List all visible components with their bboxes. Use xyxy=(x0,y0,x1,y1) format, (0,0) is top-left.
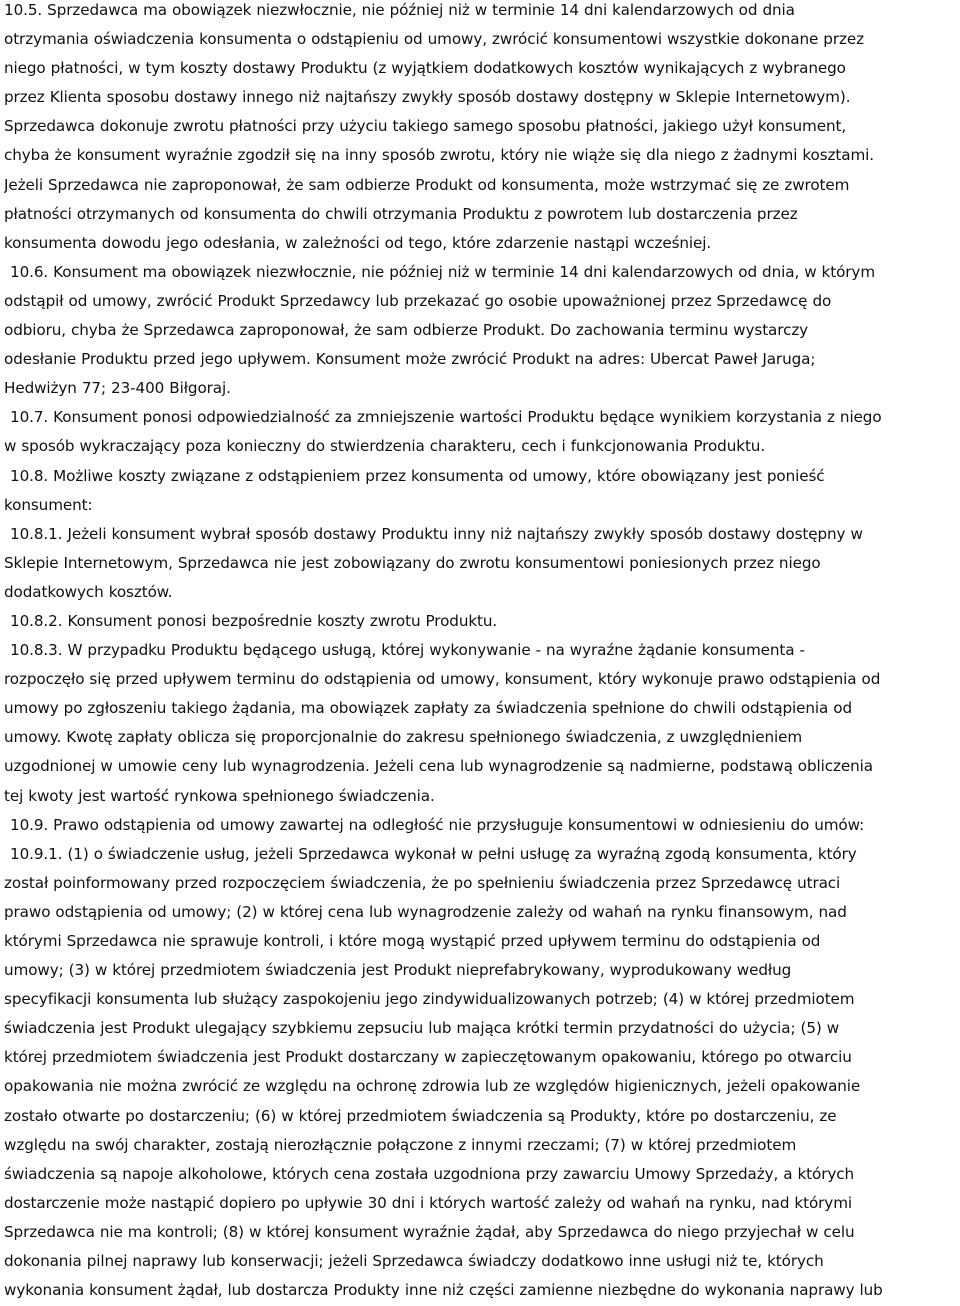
text-line: Jeżeli Sprzedawca nie zaproponował, że sam odbierze Produkt od konsumenta, może wstrzymać się ze zwrotem xyxy=(4,175,850,194)
text-line: dokonania pilnej naprawy lub konserwacji; jeżeli Sprzedawca świadczy dodatkowo inne usługi niż te, których xyxy=(4,1252,824,1271)
text-line: Sprzedawca nie ma kontroli; (8) w której konsument wyraźnie żądał, aby Sprzedawca do niego przyjechał w celu xyxy=(4,1222,855,1241)
text-line: odbioru, chyba że Sprzedawca zaproponował, że sam odbierze Produkt. Do zachowania terminu wystarczy xyxy=(4,321,809,340)
text-line: 10.6. Konsument ma obowiązek niezwłocznie, nie później niż w terminie 14 dni kalendarzowych od dnia, w którym xyxy=(10,262,876,281)
text-line: odstąpił od umowy, zwrócić Produkt Sprzedawcy lub przekazać go osobie upoważnionej przez Sprzedawcę do xyxy=(4,291,832,310)
text-line: Hedwiżyn 77; 23-400 Biłgoraj. xyxy=(4,379,231,398)
text-line: opakowania nie można zwrócić ze względu na ochronę zdrowia lub ze względów higienicznych, jeżeli opakowanie xyxy=(4,1077,861,1096)
text-line: w sposób wykraczający poza konieczny do stwierdzenia charakteru, cech i funkcjonowania Produktu. xyxy=(4,437,766,456)
text-line: umowy. Kwotę zapłaty oblicza się proporcjonalnie do zakresu spełnionego świadczenia, z uwzględnieniem xyxy=(4,728,803,747)
text-line: prawo odstąpienia od umowy; (2) w której cena lub wynagrodzenie zależy od wahań na rynku finansowym, nad xyxy=(4,902,847,921)
text-line: 10.9.1. (1) o świadczenie usług, jeżeli Sprzedawca wykonał w pełni usługę za wyraźną zgodą konsumenta, który xyxy=(10,844,857,863)
text-line: dodatkowych kosztów. xyxy=(4,582,173,601)
text-line: został poinformowany przed rozpoczęciem świadczenia, że po spełnieniu świadczenia przez Sprzedawcę utraci xyxy=(4,873,841,892)
text-line: tej kwoty jest wartość rynkowa spełnionego świadczenia. xyxy=(4,786,435,805)
text-line: umowy po zgłoszeniu takiego żądania, ma obowiązek zapłaty za świadczenia spełnione do chwili odstąpienia od xyxy=(4,699,852,718)
text-line: 10.7. Konsument ponosi odpowiedzialność za zmniejszenie wartości Produktu będące wynikiem korzystania z niego xyxy=(10,408,882,427)
text-line: Sklepie Internetowym, Sprzedawca nie jest zobowiązany do zwrotu konsumentowi poniesionych przez niego xyxy=(4,553,821,572)
document-text-body xyxy=(4,0,954,1305)
text-line: zostało otwarte po dostarczeniu; (6) w której przedmiotem świadczenia są Produkty, które po dostarczeniu, ze xyxy=(4,1106,837,1125)
text-line: której przedmiotem świadczenia jest Produkt dostarczany w zapieczętowanym opakowaniu, którego po otwarciu xyxy=(4,1048,852,1067)
text-line: 10.8.1. Jeżeli konsument wybrał sposób dostawy Produktu inny niż najtańszy zwykły sposób dostawy dostępny w xyxy=(10,524,863,543)
text-line: otrzymania oświadczenia konsumenta o odstąpieniu od umowy, zwrócić konsumentowi wszystkie dokonane przez xyxy=(4,30,864,49)
text-line: płatności otrzymanych od konsumenta do chwili otrzymania Produktu z powrotem lub dostarczenia przez xyxy=(4,204,798,223)
text-line: 10.5. Sprzedawca ma obowiązek niezwłocznie, nie później niż w terminie 14 dni kalendarzowych od dnia xyxy=(4,1,795,19)
text-line: wykonania konsument żądał, lub dostarcza Produkty inne niż części zamienne niezbędne do wykonania naprawy lub xyxy=(4,1281,883,1300)
text-line: względu na swój charakter, zostają nierozłącznie połączone z innymi rzeczami; (7) w której przedmiotem xyxy=(4,1135,797,1154)
text-line: umowy; (3) w której przedmiotem świadczenia jest Produkt nieprefabrykowany, wyprodukowany według xyxy=(4,961,792,980)
text-line: dostarczenie może nastąpić dopiero po upływie 30 dni i których wartość zależy od wahań na rynku, nad którymi xyxy=(4,1193,853,1212)
text-line: 10.8.3. W przypadku Produktu będącego usługą, której wykonywanie - na wyraźne żądanie konsumenta - xyxy=(10,641,805,660)
text-line: specyfikacji konsumenta lub służący zaspokojeniu jego zindywidualizowanych potrzeb; (4) w której przedmiotem xyxy=(4,990,855,1009)
text-line: 10.8.2. Konsument ponosi bezpośrednie koszty zwrotu Produktu. xyxy=(10,611,498,630)
text-line: uzgodnionej w umowie ceny lub wynagrodzenia. Jeżeli cena lub wynagrodzenie są nadmierne, podstawą obliczenia xyxy=(4,757,873,776)
text-line: konsumenta dowodu jego odesłania, w zależności od tego, które zdarzenie nastąpi wcześniej. xyxy=(4,233,712,252)
text-line: świadczenia jest Produkt ulegający szybkiemu zepsuciu lub mająca krótki termin przydatności do użycia; (5) w xyxy=(4,1019,840,1038)
text-line: chyba że konsument wyraźnie zgodził się na inny sposób zwrotu, który nie wiąże się dla niego z żadnymi kosztami. xyxy=(4,146,875,165)
text-line: którymi Sprzedawca nie sprawuje kontroli, i które mogą wystąpić przed upływem terminu do odstąpienia od xyxy=(4,932,821,950)
text-line: 10.8. Możliwe koszty związane z odstąpieniem przez konsumenta od umowy, które obowiązany jest ponieść xyxy=(10,466,825,485)
text-line: Sprzedawca dokonuje zwrotu płatności przy użyciu takiego samego sposobu płatności, jakiego użył konsument, xyxy=(4,117,847,136)
text-line: konsument: xyxy=(4,495,93,514)
text-line: świadczenia są napoje alkoholowe, których cena została uzgodniona przy zawarciu Umowy Sprzedaży, a których xyxy=(4,1164,854,1183)
text-line: niego płatności, w tym koszty dostawy Produktu (z wyjątkiem dodatkowych kosztów wynikających z wybranego xyxy=(4,59,846,78)
text-line: rozpoczęło się przed upływem terminu do odstąpienia od umowy, konsument, który wykonuje prawo odstąpienia od xyxy=(4,670,881,689)
text-line: odesłanie Produktu przed jego upływem. Konsument może zwrócić Produkt na adres: Ubercat Paweł Jaruga; xyxy=(4,350,816,369)
text-line: 10.9. Prawo odstąpienia od umowy zawartej na odległość nie przysługuje konsumentowi w odniesieniu do umów: xyxy=(10,815,865,834)
text-line: przez Klienta sposobu dostawy innego niż najtańszy zwykły sposób dostawy dostępny w Sklepie Internetowym). xyxy=(4,88,851,107)
